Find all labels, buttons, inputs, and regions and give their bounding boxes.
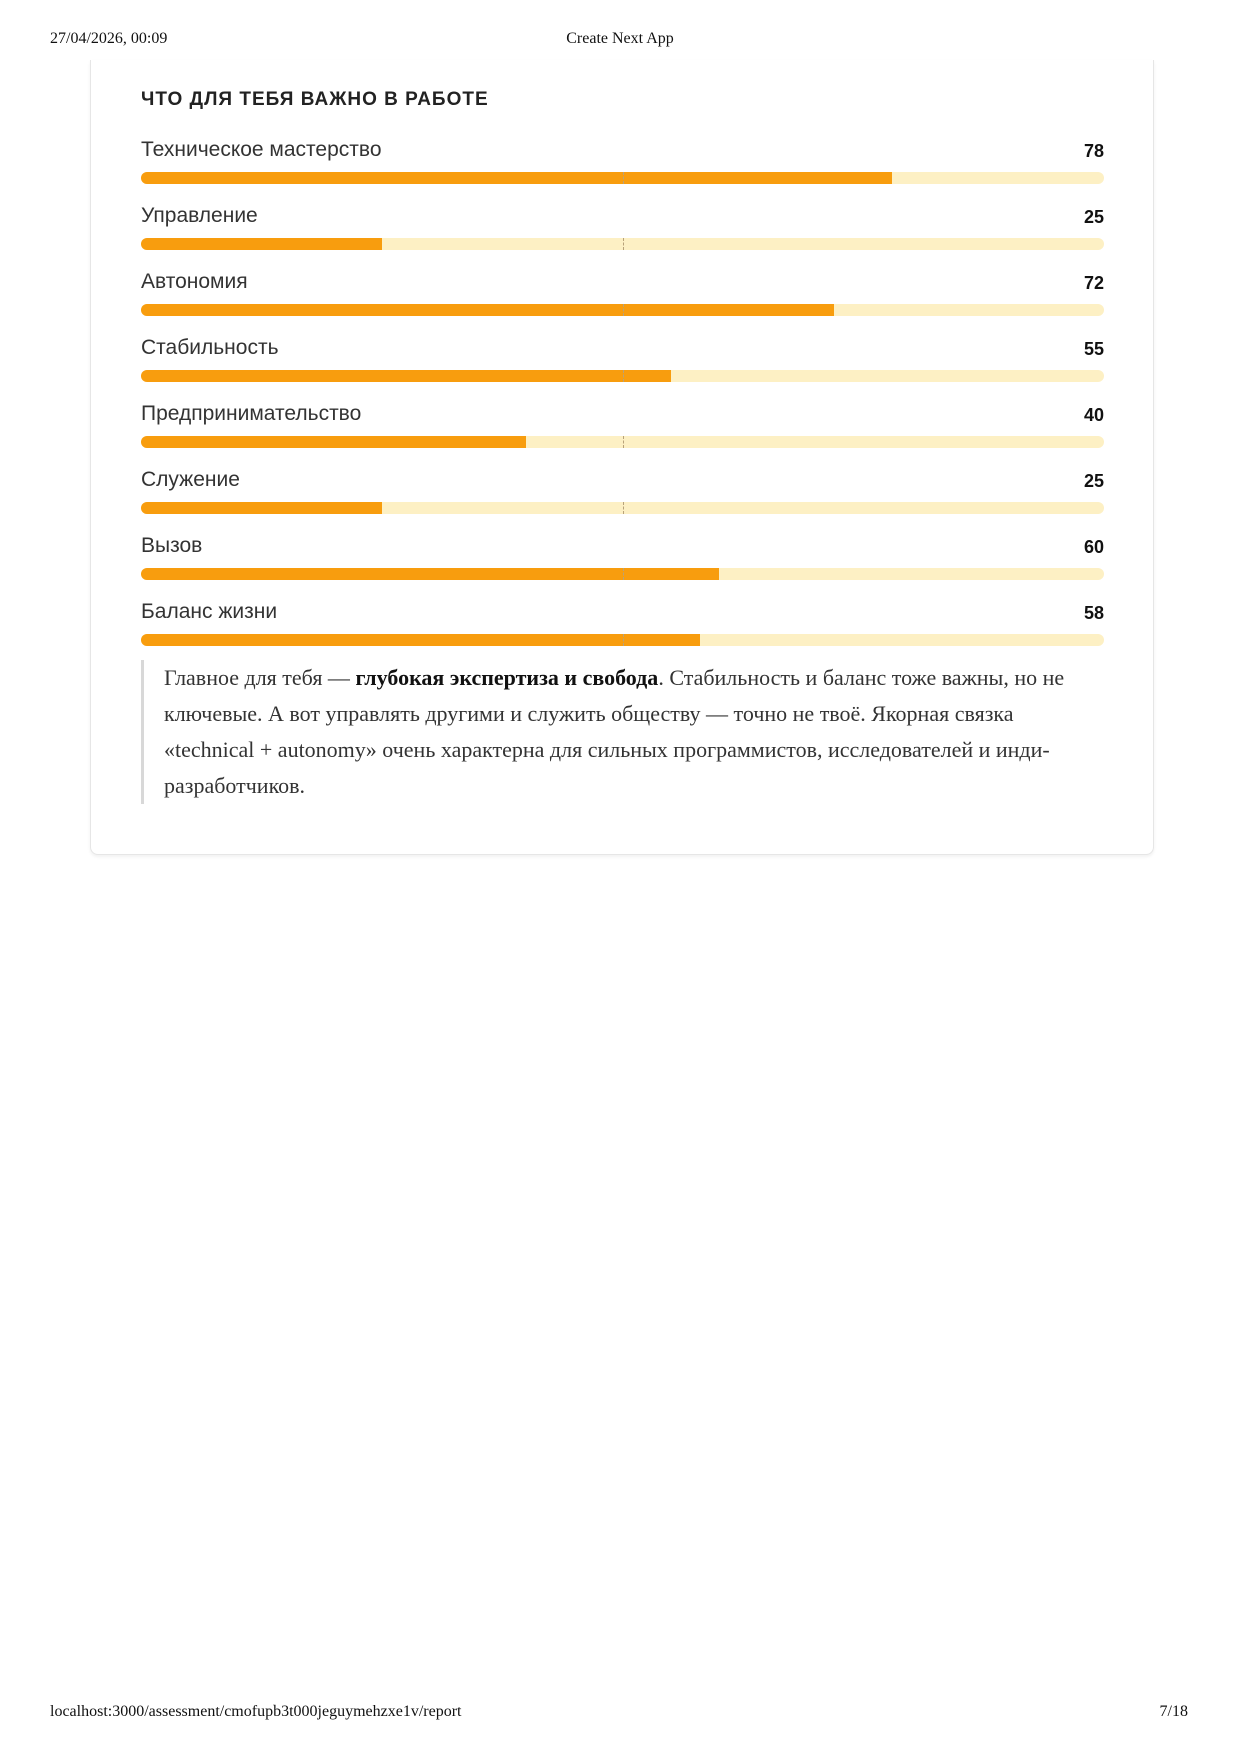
value-label: Техническое мастерство xyxy=(141,138,382,161)
value-score: 60 xyxy=(1083,537,1104,557)
value-label: Управление xyxy=(141,204,258,227)
value-score: 78 xyxy=(1083,141,1104,161)
value-row-management xyxy=(141,204,1104,270)
value-bar-track xyxy=(141,370,1104,382)
value-score: 25 xyxy=(1083,207,1104,227)
value-bar-midline xyxy=(623,436,624,448)
value-score: 25 xyxy=(1083,471,1104,491)
value-score: 40 xyxy=(1083,405,1104,425)
value-label: Стабильность xyxy=(141,336,279,359)
value-bar-midline xyxy=(623,568,624,580)
value-bar-track xyxy=(141,634,1104,646)
print-page-number: 7/18 xyxy=(1159,1703,1188,1720)
print-datetime: 27/04/2026, 00:09 xyxy=(50,30,168,47)
value-bar-fill xyxy=(141,172,892,184)
value-score: 72 xyxy=(1083,273,1104,293)
value-bar-fill xyxy=(141,304,834,316)
print-footer xyxy=(50,1703,1190,1725)
value-bar-fill xyxy=(141,502,382,514)
value-bar-midline xyxy=(623,304,624,316)
value-bar-fill xyxy=(141,238,382,250)
value-label: Автономия xyxy=(141,270,248,293)
value-row-life-balance xyxy=(141,600,1104,666)
values-bar-list xyxy=(141,138,1104,666)
value-score: 58 xyxy=(1083,603,1104,623)
print-header xyxy=(50,30,1190,52)
summary-quote xyxy=(141,660,1094,804)
value-bar-midline xyxy=(623,502,624,514)
value-bar-track xyxy=(141,304,1104,316)
value-bar-track xyxy=(141,502,1104,514)
value-label: Служение xyxy=(141,468,240,491)
value-bar-midline xyxy=(623,172,624,184)
summary-prefix: Главное для тебя — xyxy=(164,665,356,690)
value-row-service xyxy=(141,468,1104,534)
value-bar-track xyxy=(141,568,1104,580)
value-bar-fill xyxy=(141,436,526,448)
value-row-stability xyxy=(141,336,1104,402)
value-row-autonomy xyxy=(141,270,1104,336)
value-bar-track xyxy=(141,436,1104,448)
value-label: Баланс жизни xyxy=(141,600,278,623)
value-label: Вызов xyxy=(141,534,203,557)
section-title: ЧТО ДЛЯ ТЕБЯ ВАЖНО В РАБОТЕ xyxy=(141,89,489,110)
value-bar-fill xyxy=(141,370,671,382)
value-score: 55 xyxy=(1083,339,1104,359)
print-url: localhost:3000/assessment/cmofupb3t000jeguymehzxe1v/report xyxy=(50,1703,462,1720)
value-row-challenge xyxy=(141,534,1104,600)
value-bar-fill xyxy=(141,634,700,646)
value-bar-midline xyxy=(623,370,624,382)
value-bar-midline xyxy=(623,634,624,646)
print-page-title: Create Next App xyxy=(566,30,674,47)
value-bar-midline xyxy=(623,238,624,250)
summary-rest: . Стабильность и баланс тоже важны, но не ключевые. А вот управлять другими и служить обществу — точно не твоё. Якорная связка «technical + autonomy» очень характерна для сильных программистов, исследователей и инди-разработчиков. xyxy=(164,665,1065,798)
value-row-entrepreneurship xyxy=(141,402,1104,468)
value-label: Предпринимательство xyxy=(141,402,362,425)
value-bar-track xyxy=(141,238,1104,250)
values-card xyxy=(90,60,1154,855)
value-bar-track xyxy=(141,172,1104,184)
value-bar-fill xyxy=(141,568,719,580)
value-row-technical xyxy=(141,138,1104,204)
summary-highlight: глубокая экспертиза и свобода xyxy=(355,665,659,690)
